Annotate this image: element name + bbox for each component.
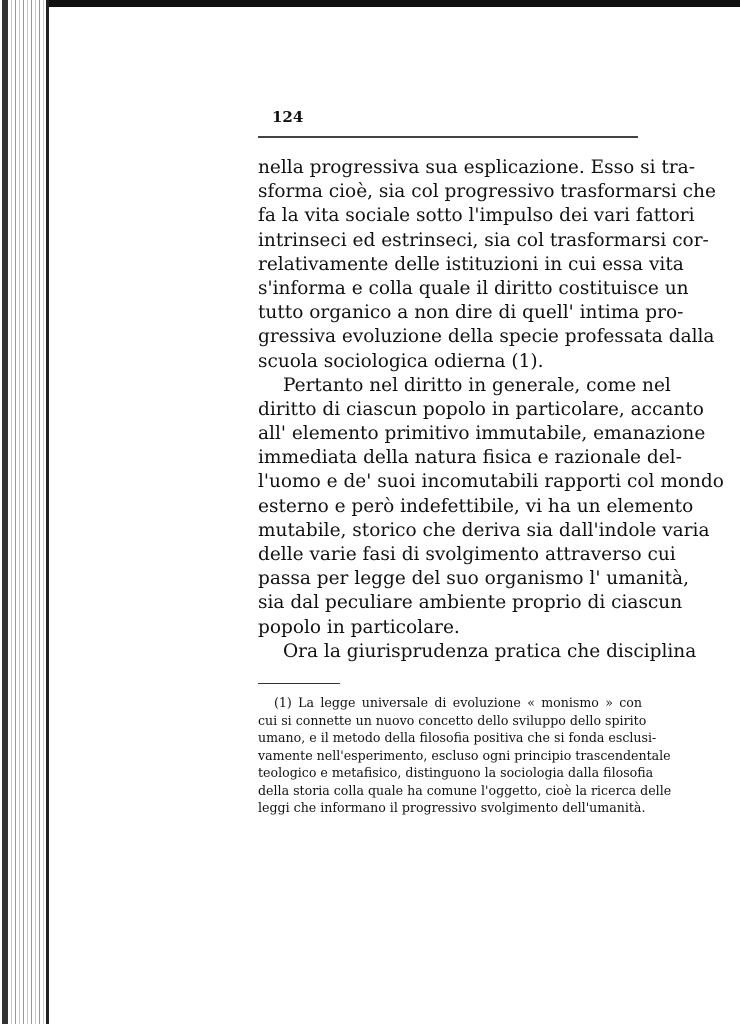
footnote-line: vamente nell'esperimento, escluso ogni principio trascendentale xyxy=(258,747,671,763)
footnote-line: teologico e metafisico, distinguono la sociologia dalla filosofia xyxy=(258,765,654,780)
text-line: immediata della natura fisica e razionale del- xyxy=(258,447,682,469)
footnote-line: leggi che informano il progressivo svolgimento dell'umanità. xyxy=(258,800,646,815)
body-text xyxy=(258,156,724,664)
scan-top-edge xyxy=(0,0,740,7)
text-line: diritto di ciascun popolo in particolare, accanto xyxy=(258,398,704,420)
text-line: s'informa e colla quale il diritto costituisce un xyxy=(258,277,689,299)
page-number: 124 xyxy=(272,108,304,126)
header-rule xyxy=(258,136,638,138)
footnote-line: cui si connette un nuovo concetto dello sviluppo dello spirito xyxy=(258,712,647,728)
binding-edge xyxy=(46,0,49,1024)
text-line: esterno e però indefettibile, vi ha un elemento xyxy=(258,495,694,517)
footnote-rule xyxy=(258,683,340,684)
text-line: passa per legge del suo organismo l' umanità, xyxy=(258,568,689,590)
text-line: all' elemento primitivo immutabile, emanazione xyxy=(258,423,706,445)
text-line: sia dal peculiare ambiente proprio di ciascun xyxy=(258,592,683,614)
text-line: l'uomo e de' suoi incomutabili rapporti col mondo xyxy=(258,471,724,493)
binding-shadow xyxy=(2,0,8,1024)
footnote-line: umano, e il metodo della filosofia positiva che si fonda esclusi- xyxy=(258,730,657,745)
text-line: mutabile, storico che deriva sia dall'indole varia xyxy=(258,519,710,541)
text-line: scuola sociologica odierna (1). xyxy=(258,350,544,372)
text-line: Ora la giurisprudenza pratica che disciplina xyxy=(283,640,697,662)
text-line: fa la vita sociale sotto l'impulso dei vari fattori xyxy=(258,205,695,227)
text-line: relativamente delle istituzioni in cui essa vita xyxy=(258,253,684,275)
text-line: tutto organico a non dire di quell' intima pro- xyxy=(258,302,684,324)
footnote-line: (1) La legge universale di evoluzione « monismo » con xyxy=(274,695,642,710)
footnote xyxy=(258,694,672,817)
text-line: Pertanto nel diritto in generale, come nel xyxy=(283,374,671,396)
text-line: nella progressiva sua esplicazione. Esso si tra- xyxy=(258,157,695,178)
text-line: gressiva evoluzione della specie professata dalla xyxy=(258,326,715,348)
text-line: sforma cioè, sia col progressivo trasformarsi che xyxy=(258,181,716,203)
text-line: popolo in particolare. xyxy=(258,616,460,638)
footnote-line: della storia colla quale ha comune l'oggetto, cioè la ricerca delle xyxy=(258,782,672,798)
text-line: intrinseci ed estrinseci, sia col trasformarsi cor- xyxy=(258,229,709,251)
text-line: delle varie fasi di svolgimento attraverso cui xyxy=(258,544,676,565)
